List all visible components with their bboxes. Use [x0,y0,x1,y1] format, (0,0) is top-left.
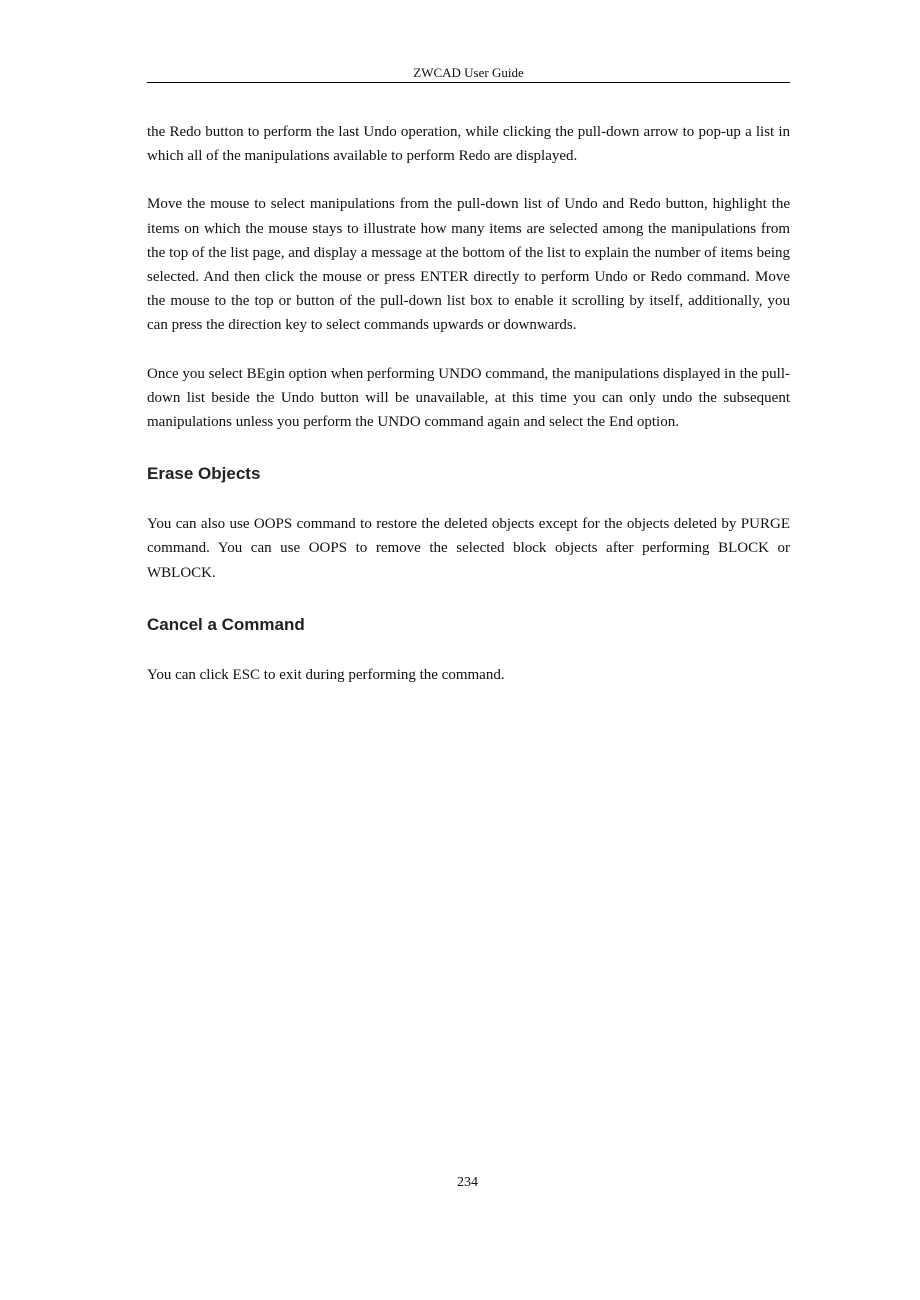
paragraph-esc: You can click ESC to exit during performing the command. [147,666,505,683]
page-footer [0,1174,920,1192]
paragraph-begin-option: Once you select BEgin option when performing UNDO command, the manipulations displayed in the pull-down list beside the Undo button will be unavailable, at this time you can only undo the subsequent manipulations unless you perform the UNDO command again and select the End option. [147,365,790,431]
page-content [147,120,790,687]
page-header [147,64,790,83]
paragraph-oops: You can also use OOPS command to restore the deleted objects except for the objects deleted by PURGE command. You can use OOPS to remove the selected block objects after performing BLOCK or WBLOCK. [147,516,790,581]
header-title: ZWCAD User Guide [413,65,524,80]
heading-erase-objects: Erase Objects [147,464,261,484]
paragraph-pulldown-list: Move the mouse to select manipulations from the pull-down list of Undo and Redo button, highlight the items on which the mouse stays to illustrate how many items are selected among the manipulations from the top of the list page, and display a message at the bottom of the list to explain the number of items being selected. And then click the mouse or press ENTER directly to perform Undo or Redo command. Move the mouse to the top or button of the pull-down list box to enable it scrolling by itself, additionally, you can press the direction key to select commands upwards or downwards. [147,196,790,334]
page-number: 234 [457,1175,478,1190]
paragraph-redo: the Redo button to perform the last Undo operation, while clicking the pull-down arrow to pop-up a list in which all of the manipulations available to perform Redo are displayed. [147,124,790,165]
heading-cancel-command: Cancel a Command [147,614,305,634]
